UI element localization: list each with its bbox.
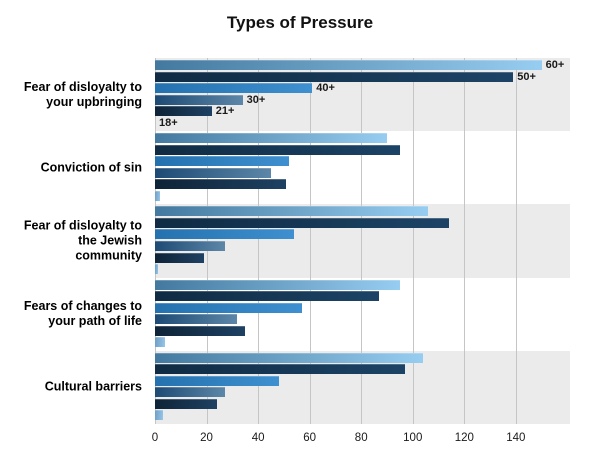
x-tick-label: 100: [403, 432, 423, 444]
series-label: 60+: [545, 59, 565, 71]
bar: [155, 387, 225, 397]
bar: [155, 241, 225, 251]
bar: [155, 337, 165, 347]
bar: [155, 303, 302, 313]
bar: [155, 399, 217, 409]
gridline: [413, 58, 414, 424]
category-label: Fears of changes to your path of life: [23, 299, 142, 329]
series-label: 40+: [316, 82, 335, 95]
x-tick-label: 40: [251, 432, 265, 444]
bar: [155, 191, 160, 201]
bar: [155, 72, 513, 82]
bar: [155, 133, 387, 143]
bar: [155, 60, 542, 70]
series-label: 30+: [246, 93, 266, 106]
bar: [155, 314, 237, 324]
category-label: Cultural barriers: [44, 379, 142, 394]
bar: [155, 264, 158, 274]
bar: [155, 280, 400, 290]
bar: [155, 218, 449, 228]
bar: [155, 106, 212, 116]
bar: [155, 168, 271, 178]
bar: [155, 229, 294, 239]
gridline: [516, 58, 517, 424]
bar: [155, 253, 204, 263]
gridline: [464, 58, 465, 424]
bar: [155, 156, 289, 166]
bar: [155, 145, 400, 155]
chart-title: Types of Pressure: [226, 13, 374, 32]
bar: [155, 291, 379, 301]
series-label: 18+: [159, 116, 178, 129]
category-label: Conviction of sin: [40, 160, 142, 175]
category-label: Fear of disloyalty to the Jewish community: [23, 218, 142, 263]
series-label: 21+: [215, 105, 235, 118]
x-tick-label: 80: [354, 432, 368, 444]
bar: [155, 326, 245, 336]
series-label: 50+: [517, 70, 536, 83]
bar: [155, 179, 286, 189]
bar: [155, 376, 279, 386]
bar: [155, 410, 163, 420]
x-tick-label: 20: [200, 432, 213, 444]
category-label: Fear of disloyalty to your upbringing: [23, 79, 142, 109]
x-tick-label: 120: [454, 432, 474, 444]
x-tick-label: 140: [506, 432, 526, 444]
bar: [155, 83, 312, 93]
bar: [155, 364, 405, 374]
plot-area: [155, 58, 570, 424]
x-tick-label: 0: [151, 432, 159, 444]
bar: [155, 206, 428, 216]
bar: [155, 95, 243, 105]
bar: [155, 353, 423, 363]
x-tick-label: 60: [303, 432, 317, 444]
